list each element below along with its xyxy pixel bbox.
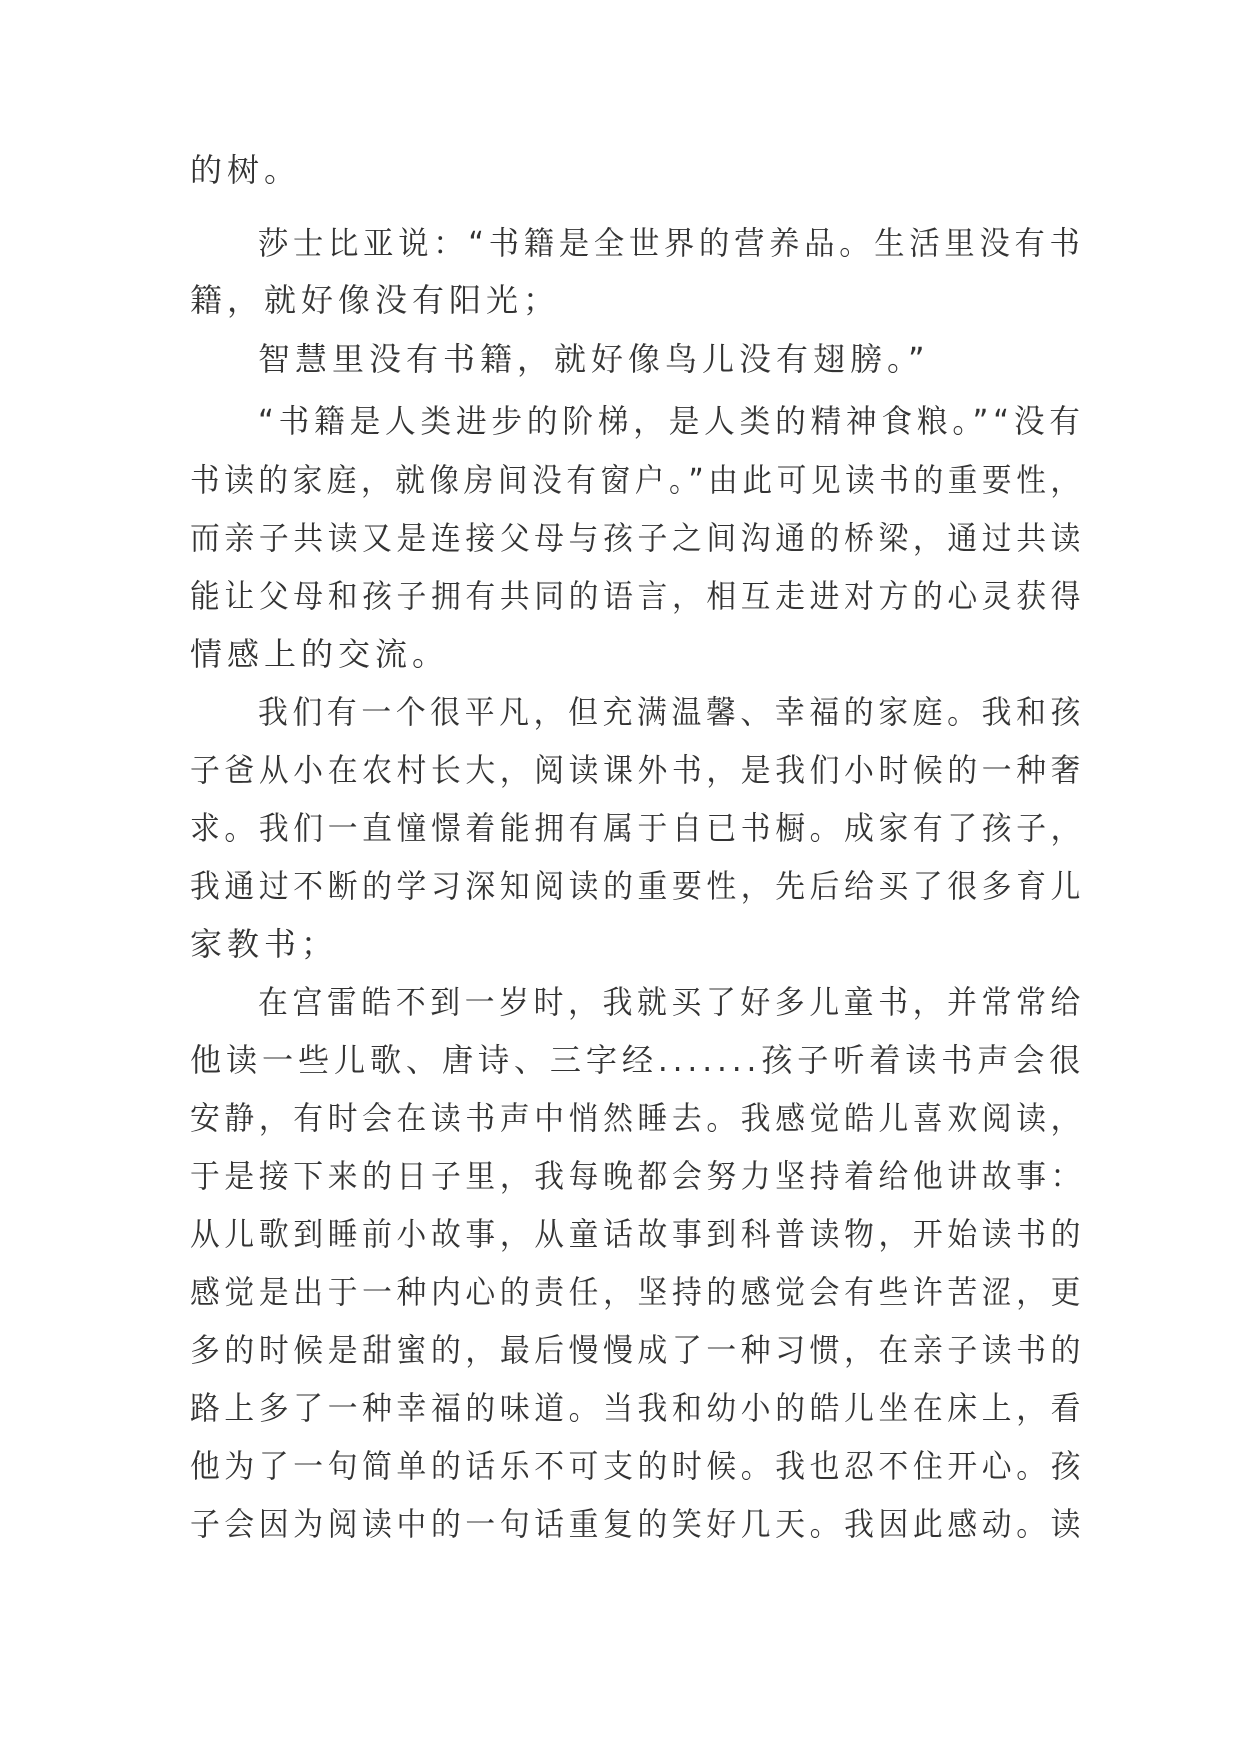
- text-line: 我们有一个很平凡，但充满温馨、幸福的家庭。我和孩: [258, 693, 1086, 731]
- text-line: “书籍是人类进步的阶梯，是人类的精神食粮。”“没有: [258, 402, 1085, 440]
- text-line: 他读一些儿歌、唐诗、三字经.......孩子听着读书声会很: [190, 1041, 1086, 1079]
- text-line: 书读的家庭，就像房间没有窗户。”由此可见读书的重要性，: [190, 461, 1085, 499]
- text-line: 子会因为阅读中的一句话重复的笑好几天。我因此感动。读: [190, 1505, 1086, 1543]
- text-line: 子爸从小在农村长大，阅读课外书，是我们小时候的一种奢: [190, 751, 1086, 789]
- text-line: 于是接下来的日子里，我每晚都会努力坚持着给他讲故事：: [190, 1157, 1086, 1195]
- text-line: 多的时候是甜蜜的，最后慢慢成了一种习惯，在亲子读书的: [190, 1331, 1086, 1369]
- text-line: 感觉是出于一种内心的责任，坚持的感觉会有些许苦涩，更: [190, 1273, 1086, 1311]
- text-line: 在宫雷皓不到一岁时，我就买了好多儿童书，并常常给: [258, 983, 1086, 1021]
- text-line: 而亲子共读又是连接父母与孩子之间沟通的桥梁，通过共读: [190, 519, 1086, 557]
- text-line: 他为了一句简单的话乐不可支的时候。我也忍不住开心。孩: [190, 1447, 1086, 1485]
- text-line: 我通过不断的学习深知阅读的重要性，先后给买了很多育儿: [190, 867, 1086, 905]
- text-line: 从儿歌到睡前小故事，从童话故事到科普读物，开始读书的: [190, 1215, 1086, 1253]
- text-line: 家教书；: [190, 925, 339, 963]
- text-line: 能让父母和孩子拥有共同的语言，相互走进对方的心灵获得: [190, 577, 1086, 615]
- text-line: 求。我们一直憧憬着能拥有属于自已书橱。成家有了孩子，: [190, 809, 1086, 847]
- text-line: 情感上的交流。: [190, 635, 450, 673]
- text-line: 的树。: [190, 151, 302, 189]
- text-line: 莎士比亚说：“书籍是全世界的营养品。生活里没有书: [258, 224, 1085, 262]
- text-line: 路上多了一种幸福的味道。当我和幼小的皓儿坐在床上，看: [190, 1389, 1086, 1427]
- text-line: 籍，就好像没有阳光；: [190, 281, 561, 319]
- text-line: 智慧里没有书籍，就好像鸟儿没有翅膀。”: [258, 340, 930, 378]
- text-line: 安静，有时会在读书声中悄然睡去。我感觉皓儿喜欢阅读，: [190, 1099, 1086, 1137]
